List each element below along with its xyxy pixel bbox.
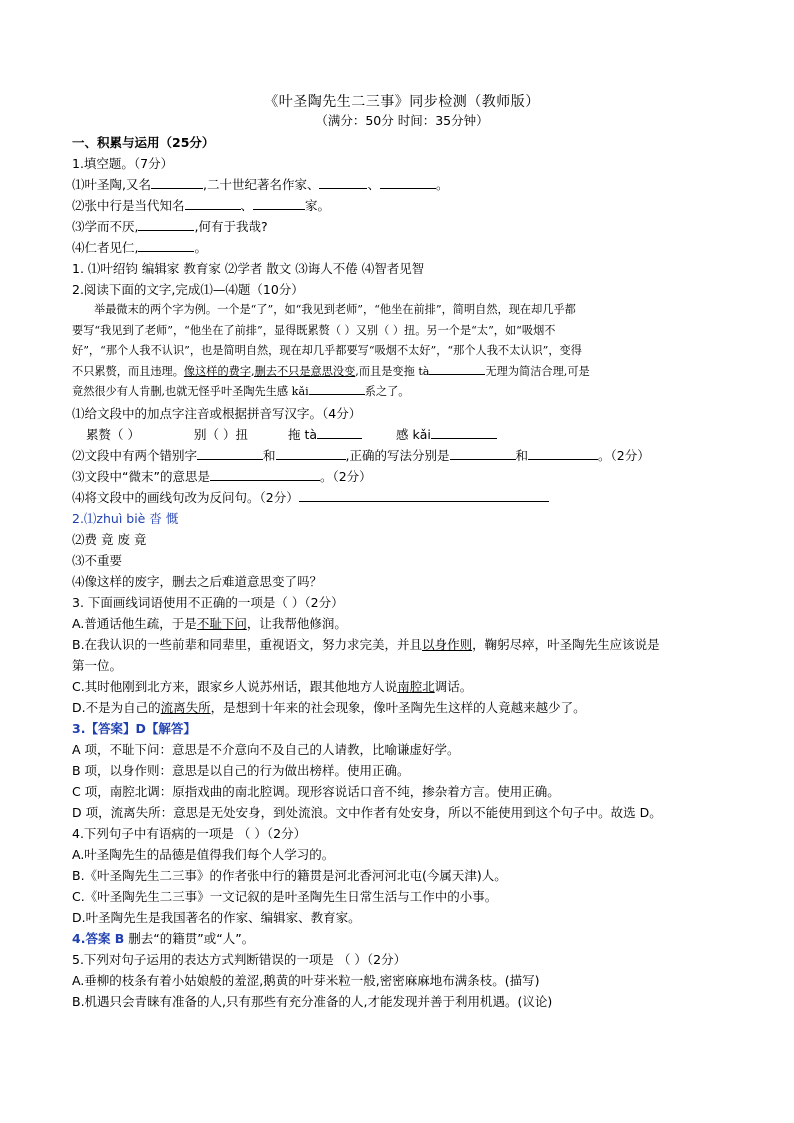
option-text: C.其时他刚到北方来，跟家乡人说苏州话，跟其他地方人说 — [72, 678, 398, 694]
pinyin-item: 拖 tà — [287, 426, 318, 442]
q1-line1-text-c: 、 — [367, 177, 380, 192]
q3-prompt: 3. 下面画线词语使用不正确的一项是（ ）（2分） — [72, 594, 344, 610]
underlined-word: 南腔北 — [397, 678, 435, 694]
q5-option-a: A.垂柳的枝条有着小姑娘般的羞涩,鹅黄的叶芽米粒一般,密密麻麻地布满条枝。(描写) — [72, 972, 540, 988]
q2-sub1-items — [72, 424, 732, 445]
passage-line: 好”，“那个人我不认识”，也是简明自然，现在却几乎都要写“吸烟不太好”，“那个人我不太认识”，变得 — [72, 344, 582, 357]
answer-blank — [319, 176, 367, 189]
q1-line2-text-b: 、 — [240, 198, 254, 213]
q1-line1-text-d: 。 — [435, 177, 449, 192]
q2-sub2-text: ,正确的写法分别是 — [345, 447, 450, 463]
passage-text: ,而且是变拖 tà — [355, 364, 430, 378]
q4-option-b: B.《叶圣陶先生二三事》的作者张中行的籍贯是河北香河河北屯(今属天津)人。 — [72, 867, 507, 883]
q2-sub3 — [72, 466, 732, 487]
q2-sub2-text: 。（2分） — [598, 447, 650, 463]
answer-blank — [317, 426, 362, 439]
q2-sub4 — [72, 487, 732, 508]
q5-option-b: B.机遇只会青睐有准备的人,只有那些有充分准备的人,才能发现并善于利用机遇。(议论) — [72, 993, 553, 1009]
passage-text: 系之了。 — [364, 385, 410, 398]
q1-line3-text-a: ⑶学而不厌, — [72, 219, 139, 234]
pinyin-item: 别（ ）扭 — [193, 426, 248, 442]
q2-sub3-text: ⑶文段中“微末”的意思是 — [72, 468, 210, 484]
passage-line — [72, 382, 732, 403]
q1-answer: 1. ⑴叶绍钧 编辑家 教育家 ⑵学者 散文 ⑶诲人不倦 ⑷智者见智 — [72, 261, 425, 276]
q4-answer — [72, 928, 732, 949]
answer-blank — [431, 426, 497, 439]
q3-answer-heading: 3.【答案】D【解答】 — [72, 720, 196, 736]
q2-answer-1: 2.⑴zhuì biè 沓 慨 — [72, 510, 179, 526]
q2-sub2-text: 和 — [515, 447, 529, 463]
passage-line — [72, 362, 732, 383]
answer-blank — [197, 447, 263, 460]
q2-answer-4: ⑷像这样的废字，删去之后难道意思变了吗？ — [72, 573, 323, 589]
q4-option-c: C.《叶圣陶先生二三事》一文记叙的是叶圣陶先生日常生活与工作中的小事。 — [72, 888, 498, 904]
answer-label: 4.答案 B — [72, 930, 125, 946]
pinyin-item: 累赘（ ） — [86, 426, 140, 442]
option-text: A.普通话他生疏，于是 — [72, 615, 197, 631]
q2-answer-3: ⑶不重要 — [72, 552, 123, 568]
answer-blank — [450, 447, 516, 460]
option-text: 调话。 — [434, 678, 473, 694]
answer-blank — [276, 447, 346, 460]
q3-answer-c: C 项，南腔北调：原指戏曲的南北腔调。现形容说话口音不纯，掺杂着方言。使用正确。 — [72, 783, 560, 799]
q1-line2-text-a: ⑵张中行是当代知名 — [72, 198, 185, 213]
q1-line3-text-b: ,何有于我哉? — [194, 219, 268, 234]
underlined-word: 以身作则 — [422, 636, 473, 652]
passage-line: 举最微末的两个字为例。一个是“了”，如“我见到老师”，“他坐在前排”，简明自然，现在却几乎都 — [94, 303, 576, 316]
q2-sub3-text: 。（2分） — [319, 468, 372, 484]
passage-line: 要写“我见到了老师”，“他坐在了前排”，显得既累赘（ ）又别（ ）扭。另一个是“太”，如“吸烟不 — [72, 323, 556, 337]
answer-text: 删去“的籍贯”或“人”。 — [124, 930, 255, 946]
answer-blank — [185, 197, 241, 210]
q1-line1-text-a: ⑴叶圣陶,又名 — [72, 177, 151, 192]
passage-text: 竟然很少有人肯删,也就无怪乎叶圣陶先生感 kǎi — [72, 385, 309, 398]
q1-line2 — [72, 195, 732, 216]
q3-option-d — [72, 697, 732, 718]
document-page — [72, 92, 732, 1012]
answer-blank — [380, 176, 436, 189]
q2-sub4-text: ⑷将文段中的画线句改为反问句。（2分） — [72, 489, 299, 505]
q1-line4 — [72, 237, 732, 258]
pinyin-item: 感 kǎi — [396, 426, 431, 442]
document-title: 《叶圣陶先生二三事》同步检测（教师版） — [264, 94, 540, 110]
passage-text: 无理为简洁合理,可是 — [485, 364, 590, 378]
q1-line2-text-c: 家。 — [305, 198, 331, 213]
answer-blank — [210, 468, 320, 481]
option-text: B.在我认识的一些前辈和同辈里，重视语文，努力求完美，并且 — [72, 636, 423, 652]
q3-answer-b: B 项，以身作则：意思是以自己的行为做出榜样。使用正确。 — [72, 762, 410, 778]
answer-blank — [429, 362, 485, 375]
q2-answer-2: ⑵费 竟 废 竟 — [72, 531, 147, 547]
answer-blank — [299, 489, 549, 502]
q1-line3 — [72, 216, 732, 237]
q3-answer-d: D 项，流离失所：意思是无处安身，到处流浪。文中作者有处安身，所以不能使用到这个句子中。故选 D。 — [72, 804, 662, 820]
option-text: ，鞠躬尽瘁，叶圣陶先生应该说是 — [472, 636, 660, 652]
answer-blank — [309, 382, 365, 395]
underlined-word: 流离失所 — [160, 699, 211, 715]
answer-blank — [138, 218, 194, 231]
q3-option-b-cont: 第一位。 — [72, 657, 123, 673]
q4-option-a: A.叶圣陶先生的品德是值得我们每个人学习的。 — [72, 846, 335, 862]
section-heading: 一、积累与运用（25分） — [72, 135, 215, 150]
q5-prompt: 5.下列对句子运用的表达方式判断错误的一项是 （ ）（2分） — [72, 951, 407, 967]
q3-answer-a: A 项，不耻下问：意思是不介意向不及自己的人请教，比喻谦虚好学。 — [72, 741, 460, 757]
q4-option-d: D.叶圣陶先生是我国著名的作家、编辑家、教育家。 — [72, 909, 361, 925]
option-text: D.不是为自己的 — [72, 699, 161, 715]
answer-blank — [138, 239, 194, 252]
q2-sub2-text: ⑵文段中有两个错别字 — [72, 447, 198, 463]
q2-sub2 — [72, 445, 732, 466]
passage-text: 不只累赘，而且违理。 — [72, 364, 184, 378]
q1-line1 — [72, 174, 732, 195]
answer-blank — [528, 447, 598, 460]
underlined-sentence: 像这样的费字,删去不只是意思没变 — [183, 364, 356, 378]
q2-sub1-prompt: ⑴给文段中的加点字注音或根据拼音写汉字。（4分） — [72, 405, 362, 421]
q3-option-a — [72, 613, 732, 634]
q1-prompt: 1.填空题。（7分） — [72, 156, 174, 171]
answer-blank — [253, 197, 305, 210]
q2-sub2-text: 和 — [263, 447, 276, 463]
q4-prompt: 4.下列句子中有语病的一项是 （ ）（2分） — [72, 825, 307, 841]
answer-blank — [151, 176, 203, 189]
underlined-word: 不耻下问 — [196, 615, 247, 631]
option-text: ，是想到十年来的社会现象，像叶圣陶先生这样的人竟越来越少了。 — [210, 699, 586, 715]
q3-option-b — [72, 634, 732, 655]
q1-line4-text-b: 。 — [194, 240, 207, 255]
q3-option-c — [72, 676, 732, 697]
document-subtitle: （满分：50分 时间：35分钟） — [315, 113, 489, 128]
q2-prompt: 2.阅读下面的文字,完成⑴—⑷题（10分） — [72, 282, 304, 297]
option-text: ，让我帮他修润。 — [246, 615, 347, 631]
q1-line1-text-b: ,二十世纪著名作家、 — [202, 177, 320, 192]
q1-line4-text-a: ⑷仁者见仁, — [72, 240, 139, 255]
